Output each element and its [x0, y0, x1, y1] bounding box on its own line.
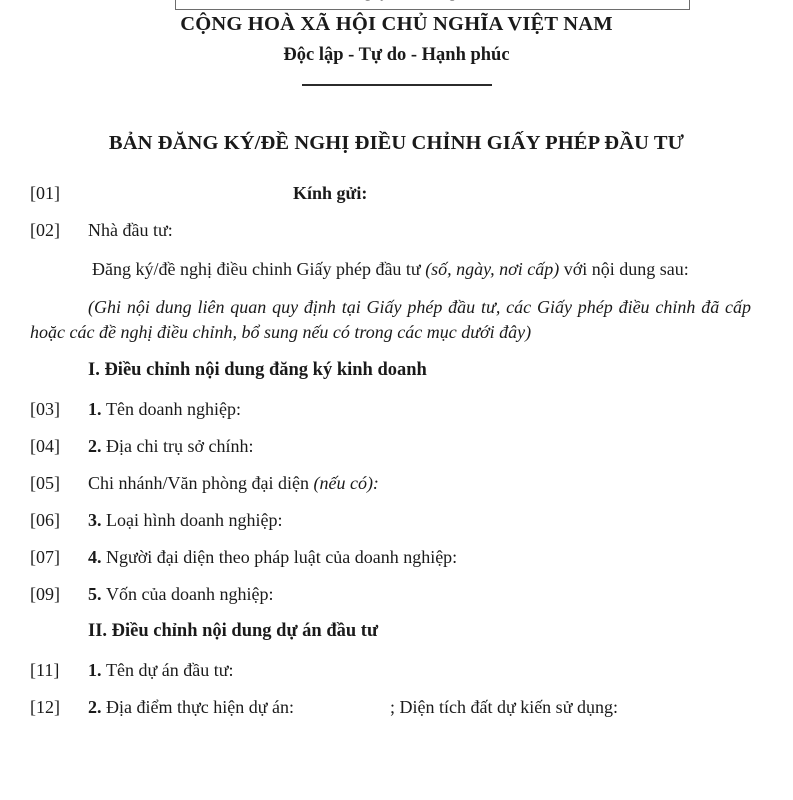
header-divider [0, 66, 793, 94]
form-item-label [88, 583, 793, 605]
section-2-items [0, 659, 793, 718]
document-title: BẢN ĐĂNG KÝ/ĐỀ NGHỊ ĐIỀU CHỈNH GIẤY PHÉP ĐẦU TƯ [108, 132, 685, 154]
field-code-07: [07] [30, 547, 60, 567]
field-code-11: [11] [30, 660, 60, 680]
form-item-row [0, 583, 793, 605]
field-code-03: [03] [30, 399, 60, 419]
national-motto: Độc lập - Tự do - Hạnh phúc [283, 45, 510, 65]
field-code-02: [02] [30, 220, 60, 240]
form-item-label [88, 546, 793, 568]
section-2-heading: II. Điều chỉnh nội dung dự án đầu tư [88, 621, 379, 641]
form-item-row [0, 696, 793, 718]
intro-text-after: với nội dung sau: [559, 259, 689, 279]
field-code-12: [12] [30, 697, 60, 717]
addressee-row [0, 182, 793, 204]
form-item-number: 1. [88, 399, 106, 419]
investor-row [0, 219, 793, 241]
form-item-row [0, 472, 793, 494]
form-item-label [88, 398, 793, 420]
form-item-row [0, 509, 793, 531]
date-place-text [318, 0, 547, 1]
form-item-label [88, 659, 793, 681]
form-item-text: Chi nhánh/Văn phòng đại diện [88, 473, 314, 493]
form-item-text: Loại hình doanh nghiệp: [106, 510, 283, 530]
field-code-04: [04] [30, 436, 60, 456]
form-body [0, 156, 793, 718]
form-item-text: Địa điểm thực hiện dự án: [106, 697, 294, 717]
form-item-label [88, 509, 793, 531]
form-item-text: Tên dự án đầu tư: [106, 660, 234, 680]
field-code-06: [06] [30, 510, 60, 530]
note-paragraph: (Ghi nội dung liên quan quy định tại Giấy phép đầu tư, các Giấy phép điều chỉnh đã cấp hoặc các đề nghị điều chỉnh, bổ sung nếu có trong các mục dưới đây) [30, 297, 751, 342]
field-code-09: [09] [30, 584, 60, 604]
intro-paragraph [0, 256, 793, 283]
form-item-row [0, 546, 793, 568]
national-title: CỘNG HOÀ XÃ HỘI CHỦ NGHĨA VIỆT NAM [180, 13, 613, 35]
intro-text-before: Đăng ký/đề nghị điều chinh Giấy phép đầu tư [92, 259, 426, 279]
addressee-label: Kính gửi: [293, 183, 368, 203]
form-item-label [88, 472, 793, 494]
form-item-number: 3. [88, 510, 106, 530]
form-item-label [88, 696, 793, 718]
form-item-text: Địa chi trụ sở chính: [106, 436, 254, 456]
form-item-number: 4. [88, 547, 106, 567]
form-item-number: 2. [88, 436, 106, 456]
form-item-secondary-label: ; Diện tích đất dự kiến sử dụng: [389, 697, 618, 717]
form-item-text: Người đại diện theo pháp luật của doanh nghiệp: [106, 547, 458, 567]
form-item-label [88, 435, 793, 457]
divider-line [302, 84, 492, 86]
field-code-01: [01] [30, 183, 60, 203]
intro-text-italic: (số, ngày, nơi cấp) [425, 259, 560, 279]
section-1-heading: I. Điều chỉnh nội dung đăng ký kinh doanh [88, 360, 427, 380]
field-code-05: [05] [30, 473, 60, 493]
form-item-text: Vốn của doanh nghiệp: [106, 584, 274, 604]
form-item-row [0, 659, 793, 681]
form-item-number: 5. [88, 584, 106, 604]
form-item-row [0, 435, 793, 457]
form-item-number: 1. [88, 660, 106, 680]
form-item-row [0, 398, 793, 420]
investor-label: Nhà đầu tư: [88, 220, 173, 240]
form-item-text: Tên doanh nghiệp: [106, 399, 241, 419]
section-1-items [0, 398, 793, 605]
form-item-number: 2. [88, 697, 106, 717]
form-item-hint: (nếu có): [313, 473, 379, 493]
date-place-box [175, 0, 690, 10]
